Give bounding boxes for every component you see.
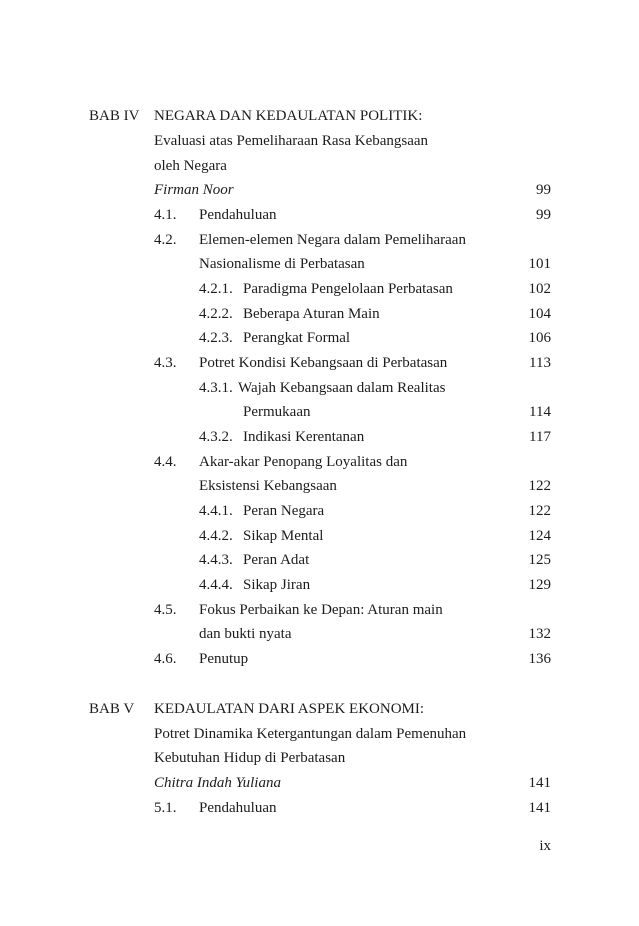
page-number: 114 (529, 404, 551, 420)
page-number: 104 (528, 306, 551, 322)
page-number: 99 (536, 207, 551, 223)
subsection-number: 4.3.1. (199, 380, 233, 396)
page-number: 124 (528, 528, 551, 544)
page-number: 101 (528, 256, 551, 272)
toc-entry-continuation (0, 252, 639, 276)
section-number: 4.5. (154, 602, 177, 618)
page-number: 113 (529, 355, 551, 371)
chapter-label: BAB IV (89, 108, 140, 124)
subsection-title: Beberapa Aturan Main (243, 306, 380, 322)
page-number: 141 (528, 775, 551, 791)
section-title: Elemen-elemen Negara dalam Pemeliharaan (199, 232, 466, 248)
page-number: 122 (528, 503, 551, 519)
toc-entry (0, 450, 639, 474)
subsection-number: 4.2.1. (199, 281, 233, 297)
subsection-number: 4.4.3. (199, 552, 233, 568)
page-number: 136 (528, 651, 551, 667)
page-number: 102 (528, 281, 551, 297)
toc-entry (0, 203, 639, 227)
page-number: 117 (529, 429, 551, 445)
section-title: Akar-akar Penopang Loyalitas dan (199, 454, 408, 470)
section-title-continued: Nasionalisme di Perbatasan (199, 256, 365, 272)
subsection-title: Perangkat Formal (243, 330, 351, 346)
section-number: 4.3. (154, 355, 177, 371)
subsection-title: Peran Negara (243, 503, 325, 519)
toc-entry (0, 647, 639, 671)
chapter-subtitle-line (0, 722, 639, 746)
chapter-subtitle: oleh Negara (154, 158, 227, 174)
toc-entry (0, 277, 639, 301)
section-title: Potret Kondisi Kebangsaan di Perbatasan (199, 355, 448, 371)
toc-entry (0, 302, 639, 326)
section-title: Pendahuluan (199, 800, 277, 816)
page-folio: ix (539, 838, 551, 854)
toc-entry (0, 425, 639, 449)
toc-entry (0, 548, 639, 572)
chapter-author-line (0, 771, 639, 795)
toc-entry (0, 598, 639, 622)
section-number: 4.2. (154, 232, 177, 248)
toc-entry (0, 376, 639, 400)
chapter-author: Chitra Indah Yuliana (154, 775, 281, 791)
section-title: Fokus Perbaikan ke Depan: Aturan main (199, 602, 443, 618)
section-number: 4.6. (154, 651, 177, 667)
chapter-subtitle: Potret Dinamika Ketergantungan dalam Pemenuhan (154, 726, 467, 742)
chapter-label: BAB V (89, 701, 135, 717)
toc-entry (0, 524, 639, 548)
chapter-subtitle-line (0, 746, 639, 770)
page-number: 122 (528, 478, 551, 494)
subsection-number: 4.4.2. (199, 528, 233, 544)
page-number: 141 (528, 800, 551, 816)
subsection-title: Indikasi Kerentanan (243, 429, 365, 445)
page-number: 99 (536, 182, 551, 198)
toc-entry (0, 499, 639, 523)
section-title: Penutup (199, 651, 249, 667)
section-title-continued: Eksistensi Kebangsaan (199, 478, 337, 494)
chapter-author: Firman Noor (154, 182, 234, 198)
subsection-number: 4.3.2. (199, 429, 233, 445)
toc-entry (0, 351, 639, 375)
chapter-subtitle: Kebutuhan Hidup di Perbatasan (154, 750, 346, 766)
subsection-title-continued: Permukaan (243, 404, 311, 420)
subsection-title: Paradigma Pengelolaan Perbatasan (243, 281, 453, 297)
toc-entry-continuation (0, 400, 639, 424)
chapter-title: KEDAULATAN DARI ASPEK EKONOMI: (154, 701, 425, 717)
section-number: 4.4. (154, 454, 177, 470)
subsection-title: Sikap Mental (243, 528, 324, 544)
subsection-number: 4.4.1. (199, 503, 233, 519)
chapter-subtitle: Evaluasi atas Pemeliharaan Rasa Kebangsaan (154, 133, 429, 149)
section-title: Pendahuluan (199, 207, 277, 223)
toc-entry (0, 228, 639, 252)
subsection-number: 4.4.4. (199, 577, 233, 593)
toc-entry (0, 573, 639, 597)
subsection-title: Wajah Kebangsaan dalam Realitas (238, 380, 446, 396)
subsection-title: Peran Adat (243, 552, 310, 568)
toc-entry-continuation (0, 474, 639, 498)
chapter-heading (0, 104, 639, 128)
subsection-number: 4.2.2. (199, 306, 233, 322)
chapter-title: NEGARA DAN KEDAULATAN POLITIK: (154, 108, 423, 124)
page-number: 125 (528, 552, 551, 568)
subsection-number: 4.2.3. (199, 330, 233, 346)
page-number: 132 (528, 626, 551, 642)
chapter-author-line (0, 178, 639, 202)
page-number: 106 (528, 330, 551, 346)
chapter-heading (0, 697, 639, 721)
chapter-subtitle-line (0, 154, 639, 178)
toc-entry-continuation (0, 622, 639, 646)
chapter-subtitle-line (0, 129, 639, 153)
page-number: 129 (528, 577, 551, 593)
section-title-continued: dan bukti nyata (199, 626, 292, 642)
toc-entry (0, 326, 639, 350)
section-number: 5.1. (154, 800, 177, 816)
subsection-title: Sikap Jiran (243, 577, 311, 593)
section-number: 4.1. (154, 207, 177, 223)
toc-entry (0, 796, 639, 820)
